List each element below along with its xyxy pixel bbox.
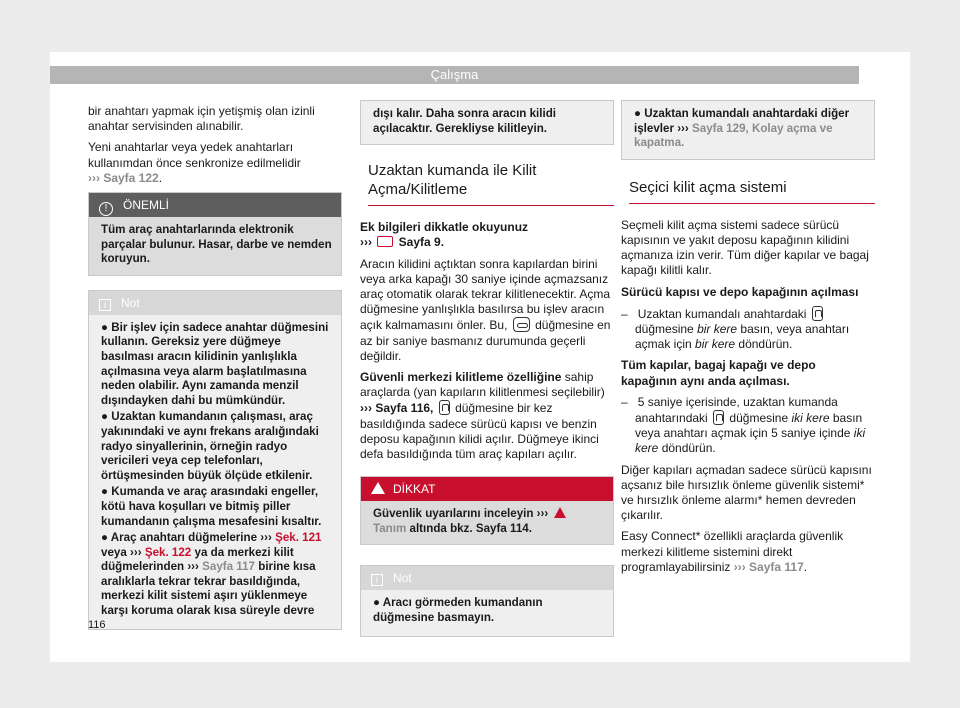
warning-body xyxy=(361,501,613,544)
text: iki kere xyxy=(635,426,866,456)
text: Araç anahtarı düğmelerine ››› xyxy=(110,531,272,545)
warning-header xyxy=(361,477,613,501)
text: Uzaktan kumandalı anahtardaki xyxy=(637,306,807,321)
text: basın veya anahtarı açmak için 5 saniye içinde xyxy=(635,411,863,441)
column-1 xyxy=(88,104,342,644)
info-circle-icon: ! xyxy=(99,202,113,216)
text: Aracı görmeden kumandanın düğmesine basmayın. xyxy=(373,596,543,625)
important-box xyxy=(88,192,342,276)
figure-link[interactable]: Şek. 121 xyxy=(275,531,322,545)
text: 5 saniye içerisinde, uzaktan kumanda anahtarındaki xyxy=(635,394,838,426)
text: Güvenli merkezi kilitleme özelliğine xyxy=(360,370,562,385)
text: . xyxy=(803,559,808,574)
paragraph: Diğer kapıları açmadan sadece sürücü kapısını açsanız bile hırsızlık önleme güvenlik sistemi* ve hırsızlık önleme alarmı* hemen devreden çıkarılır. xyxy=(621,462,872,523)
text: düğmesine bir kez basıldığında sadece sürücü kapısı ve benzin deposu kapağının kilidi açılır. Düğmeye ikinci defa basıldığında tüm araç kapıları açılır. xyxy=(360,401,599,462)
note-continued-text: dışı kalır. Daha sonra aracın kilidi açılacaktır. Gerekliyse kilitleyin. xyxy=(361,101,613,144)
note-body xyxy=(361,590,613,635)
unlock-button-icon xyxy=(439,400,450,415)
warning-triangle-icon xyxy=(371,482,385,494)
page-number: 116 xyxy=(88,619,106,631)
page-link[interactable]: Sayfa 117 xyxy=(202,560,256,574)
warning-box xyxy=(360,476,614,545)
text: Aracın kilidini açtıktan sonra kapılardan birini veya arka kapağı 30 saniye içinde açmazsanız araç otomatik olarak tekrar kilitlenecektir. Açma düğmesine yanlışlıkla basılırsa bu işlev aracın açık kalmamasını önler. Bu, xyxy=(360,256,611,333)
subheading: Tüm kapılar, bagaj kapağı ve depo kapağının aynı anda açılması. xyxy=(621,358,816,388)
warning-icon xyxy=(554,507,566,518)
note-box-continued xyxy=(360,100,614,145)
text: Yeni anahtarlar veya yedek anahtarları kullanımdan önce senkronize edilmelidir xyxy=(88,140,301,170)
subheading: Sürücü kapısı ve depo kapağının açılması xyxy=(621,284,859,299)
more-info: Ek bilgileri dikkatle okuyunuz ››› Sayfa 9. xyxy=(360,220,529,250)
text: düğmesine xyxy=(635,322,694,336)
warning-title: DİKKAT xyxy=(393,482,436,497)
text: Kumanda ve araç arasındaki engeller, kötü hava koşulları ve bitmiş piller kumandanın çalışma mesafesini kısaltır. xyxy=(101,485,322,528)
column-3 xyxy=(621,104,875,581)
important-header xyxy=(89,193,341,217)
paragraph: Seçmeli kilit açma sistemi sadece sürücü kapısının ve yakıt deposu kapağının kilidini açmanıza izin verir. Tüm diğer kapılar ve bagaj kapağı kilitli kalır. xyxy=(621,217,869,278)
list-item: ● Araç anahtarı düğmelerine ››› Şek. 121 veya ››› Şek. 122 ya da merkezi kilit düğmelerinden ››› Sayfa 117 birine kısa aralıklarla tekrar tekrar basıldığında, merkezi kilit sistemi aşırı yüklenmeye karşı koruma olarak kısa süreyle devre xyxy=(101,531,322,618)
note-header xyxy=(89,291,341,315)
list-item: – 5 saniye içerisinde, uzaktan kumanda anahtarındaki düğmesine iki kere basın veya anahtarı açmak için 5 saniye içinde iki kere döndürün. xyxy=(621,394,866,456)
text: düğmesine en az bir saniye basmanız durumunda geçerli değildir. xyxy=(360,318,611,363)
text: Ek bilgileri dikkatle okuyunuz xyxy=(360,220,529,235)
text: Bir işlev için sadece anahtar düğmesini kullanın. Gereksiz yere düğmeye basılması aracın kilidinin yanlışlıkla açılmasına veya alarm başlatılmasına neden olabilir. Aynı zamanda menzil dışındayken dahi bu mümkündür. xyxy=(101,320,329,407)
list-item: ● Uzaktan kumandanın çalışması, araç yakınındaki ve aynı frekans aralığındaki radyo sinyallerinin, örneğin radyo vericileri veya cep telefonları, örtüşmesinden büyük ölçüde etkilenir. xyxy=(101,410,319,482)
list-item: ● Bir işlev için sadece anahtar düğmesini kullanın. Gereksiz yere düğmeye basılması aracın kilidinin yanlışlıkla açılmasına veya alarm başlatılmasına neden olabilir. Aynı zamanda menzil dışındayken dahi bu mümkündür. xyxy=(101,320,329,407)
text: sahip araçlarda (yan kapıların kilitlenmesi seçilebilir) xyxy=(360,370,605,400)
text: iki kere xyxy=(791,411,830,426)
figure-link[interactable]: Şek. 122 xyxy=(144,545,192,559)
book-icon xyxy=(377,236,393,247)
text: Uzaktan kumandalı anahtardaki diğer işlevler ››› xyxy=(634,107,850,135)
unlock-button-icon xyxy=(812,306,823,321)
page-link[interactable]: Sayfa 9 xyxy=(398,235,441,250)
text: Easy Connect* özellikli araçlarda güvenlik merkezi kilitleme sistemini direkt programlayabilirsiniz xyxy=(621,529,844,574)
text: Uzaktan kumandanın çalışması, araç yakınındaki ve aynı frekans aralığındaki radyo sinyallerinin, örneğin radyo vericileri veya cep telefonları, örtüşmesinden büyük ölçüde etkilenir. xyxy=(101,410,319,482)
text: bir kere xyxy=(695,337,736,352)
note-box-continued xyxy=(621,100,875,160)
paragraph xyxy=(621,529,875,575)
paragraph: Yeni anahtarlar veya yedek anahtarları kullanımdan önce senkronize edilmelidir ››› Sayfa 122. xyxy=(88,140,301,185)
text: veya ››› xyxy=(101,545,142,559)
text: döndürün. xyxy=(661,441,716,456)
important-title: ÖNEMLİ xyxy=(123,198,170,213)
text: Güvenlik uyarılarını inceleyin ››› xyxy=(373,507,549,521)
paragraph xyxy=(360,257,614,364)
car-lock-button-icon xyxy=(513,317,530,332)
note-box xyxy=(360,565,614,636)
paragraph: bir anahtarı yapmak için yetişmiş olan izinli anahtar servisinden alınabilir. xyxy=(88,104,315,134)
text: düğmesine xyxy=(729,411,789,426)
note-body xyxy=(89,315,341,629)
note-header xyxy=(361,566,613,590)
text: döndürün. xyxy=(738,337,793,352)
note-continued-body: ● Uzaktan kumandalı anahtardaki diğer işlevler ››› Sayfa 129, Kolay açma ve kapatma. xyxy=(622,101,874,159)
text: Tanım xyxy=(373,521,407,535)
section-header: Çalışma xyxy=(50,66,859,84)
important-text: Tüm araç anahtarlarında elektronik parçalar bulunur. Hasar, darbe ve nemden koruyun. xyxy=(89,217,341,275)
paragraph xyxy=(360,370,614,462)
text: basın, veya anahtarı açmak için xyxy=(635,322,850,352)
unlock-button-icon xyxy=(713,410,724,425)
section-heading: Seçici kilit açma sistemi xyxy=(629,178,875,204)
text: birine kısa aralıklarla tekrar tekrar basıldığında, merkezi kilit sistemi aşırı yüklenmeye karşı koruma olarak kısa süreyle devre xyxy=(101,560,316,618)
list-item: – Uzaktan kumandalı anahtardaki düğmesine bir kere basın, veya anahtarı açmak için bir kere döndürün. xyxy=(621,306,850,352)
page-link[interactable]: Sayfa 129, Kolay açma ve kapatma. xyxy=(634,121,833,150)
note-box xyxy=(88,290,342,630)
info-square-icon: i xyxy=(371,574,383,586)
page-link[interactable]: ››› Sayfa 117 xyxy=(733,559,804,574)
page-link[interactable]: ››› Sayfa 116, xyxy=(360,401,434,416)
text: ya da merkezi kilit düğmelerinden ››› xyxy=(101,545,294,574)
list-item: ● Kumanda ve araç arasındaki engeller, kötü hava koşulları ve bitmiş piller kumandanın çalışma mesafesini kısaltır. xyxy=(101,485,322,528)
column-2 xyxy=(360,104,614,651)
section-heading: Uzaktan kumanda ile Kilit Açma/Kilitleme xyxy=(368,161,614,206)
text: bir kere xyxy=(697,322,738,336)
note-title: Not xyxy=(121,295,140,310)
note-title: Not xyxy=(393,571,412,586)
page-link[interactable]: ››› Sayfa 122 xyxy=(88,170,159,185)
text: altında bkz. Sayfa 114. xyxy=(409,521,532,535)
info-square-icon: i xyxy=(99,299,111,311)
list-item: ● Aracı görmeden kumandanın düğmesine basmayın. xyxy=(373,596,543,625)
